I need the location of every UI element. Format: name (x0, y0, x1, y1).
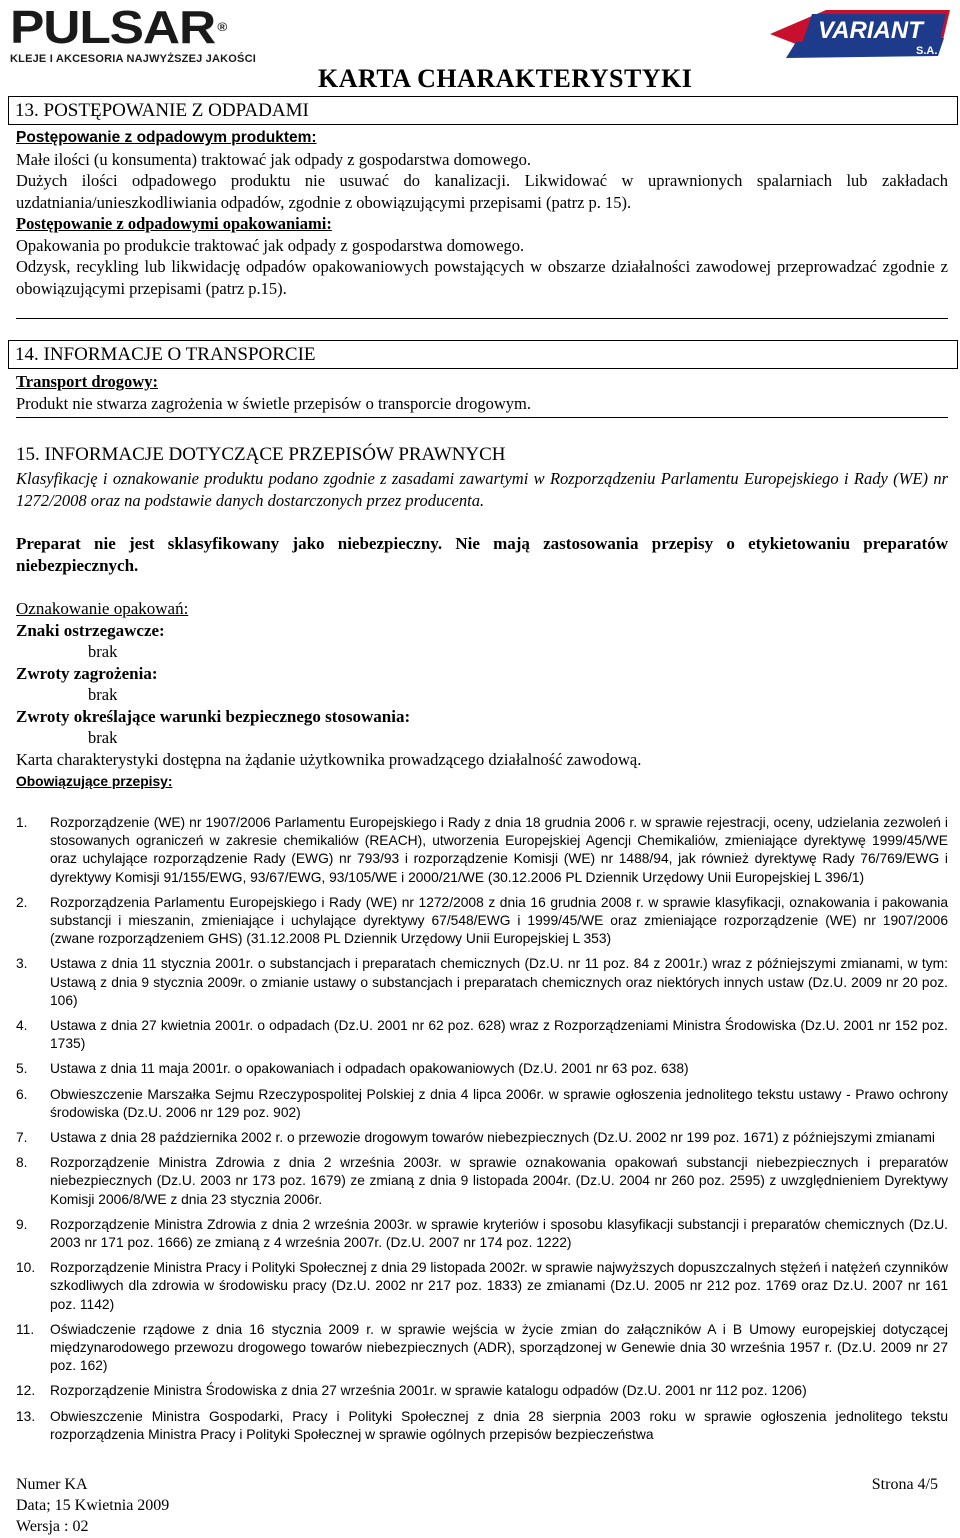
regulation-text: Rozporządzenia Parlamentu Europejskiego i Rady (WE) nr 1272/2008 z dnia 16 grudnia 2008 r. w sprawie klasyfikacji, oznakowania i pakowania substancji i mieszanin, zmieniające i uchylające dyrektywy 67/548/EWG i 1999/45/WE oraz zmieniające rozporządzenie (WE) nr 1907/2006 (zwane rozporządzeniem GHS) (31.12.2008 PL Dziennik Urzędowy Unii Europejskiej L 353) (50, 894, 948, 947)
regulation-number: 10. (16, 1260, 36, 1276)
waste-product-paragraph: Dużych ilości odpadowego produktu nie usuwać do kanalizacji. Likwidować w uprawnionych spalarniach lub zakładach uzdatniania/unieszkodliwiania odpadów, zgodnie z obowiązującymi przepisami (patrz p. 15). (16, 171, 948, 212)
regulations-list (16, 814, 948, 1451)
regulation-number: 1. (16, 815, 28, 830)
regulation-item (16, 1060, 948, 1078)
regulation-text: Obwieszczenie Marszałka Sejmu Rzeczypospolitej Polskiej z dnia 4 lipca 2006r. w sprawie ogłoszenia jednolitego tekstu ustawy - Prawo ochrony środowiska (Dz.U. 2006 nr 129 poz. 902) (50, 1086, 948, 1120)
regulation-item (16, 1259, 948, 1314)
regulation-text: Obwieszczenie Ministra Gospodarki, Pracy i Polityki Społecznej z dnia 28 sierpnia 2003 roku w sprawie ogłoszenia jednolitego tekstu rozporządzenia Ministra Pracy i Polityki Społecznej w sprawie ogólnych przepisów bezpieczeństwa (50, 1408, 948, 1442)
regulation-text: Rozporządzenie Ministra Pracy i Polityki Społecznej z dnia 29 listopada 2002r. w sprawie najwyższych dopuszczalnych stężeń i natężeń czynników szkodliwych dla zdrowia w środowisku pracy (Dz.U. 2002 nr 217 poz. 1833) ze zmianami (Dz.U. 2005 nr 212 poz. 1769 oraz Dz.U. 2007 nr 161 poz. 1142) (50, 1260, 949, 1312)
section-15-header: 15. INFORMACJE DOTYCZĄCE PRZEPISÓW PRAWNYCH (16, 444, 506, 465)
regulation-text: Ustawa z dnia 11 stycznia 2001r. o substancjach i preparatach chemicznych (Dz.U. nr 11 poz. 84 z 2001r.) wraz z późniejszymi zmianami, w tym: Ustawą z dnia 9 stycznia 2009r. o zmianie ustawy o substancjach i preparatach chemicznych oraz niektórych innych ustaw (Dz.U. 2009 nr 20 poz. 106) (50, 956, 948, 1008)
divider (16, 417, 948, 418)
footer-version: Wersja : 02 (16, 1518, 89, 1535)
variant-logo (766, 4, 954, 62)
regulations-label: Obowiązujące przepisy: (16, 774, 173, 789)
safety-phrases-value: brak (88, 728, 118, 747)
warning-signs-value: brak (88, 642, 118, 661)
document-title: KARTA CHARAKTERYSTYKI (318, 64, 693, 93)
hazard-phrases-label: Zwroty zagrożenia: (16, 663, 158, 683)
pulsar-logo (10, 1, 260, 66)
logo-tagline: KLEJE I AKCESORIA NAJWYŻSZEJ JAKOŚCI (10, 53, 256, 65)
regulation-item (16, 1382, 948, 1400)
variant-logo-icon (766, 4, 954, 62)
regulation-number: 2. (16, 894, 28, 910)
waste-product-label: Postępowanie z odpadowym produktem: (16, 129, 317, 146)
classification-note: Klasyfikację i oznakowanie produktu podano zgodnie z zasadami zawartymi w Rozporządzeniu Parlamentu Europejskiego i Rady (WE) nr 1272/2008 oraz na podstawie danych dostarczonych przez producenta. (16, 469, 948, 510)
regulation-item (16, 1408, 948, 1444)
regulation-number: 12. (16, 1383, 36, 1399)
regulation-text: Ustawa z dnia 28 października 2002 r. o przewozie drogowym towarów niebezpiecznych (Dz.U. 2002 nr 199 poz. 1671) z późniejszymi zmianami (50, 1130, 935, 1146)
waste-packaging-paragraph: Odzysk, recykling lub likwidację odpadów opakowaniowych powstających w obszarze działalności zawodowej przeprowadzać zgodnie z obowiązującymi przepisami (patrz p.15). (16, 257, 948, 298)
regulation-text: Rozporządzenie (WE) nr 1907/2006 Parlamentu Europejskiego i Rady z dnia 18 grudnia 2006 r. w sprawie rejestracji, oceny, udzielania zezwoleń i stosowanych ograniczeń w zakresie chemikaliów (REACH), utworzenia Europejskiej Agencji Chemikaliów, zmieniające dyrektywę 1999/45/WE oraz uchylające rozporządzenie Rady (EWG) nr 793/93 i rozporządzenie Komisji (WE) nr 1488/94, jak również dyrektywę Rady 76/769/EWG i dyrektywy Komisji 91/155/EWG, 93/67/EWG, 93/105/WE i 2000/21/WE (30.12.2006 PL Dziennik Urzędowy Unii Europejskiej L 396/1) (50, 815, 948, 885)
regulation-item (16, 1216, 948, 1252)
regulation-text: Ustawa z dnia 27 kwietnia 2001r. o odpadach (Dz.U. 2001 nr 62 poz. 628) wraz z Rozporządzeniami Ministra Środowiska (Dz.U. 2001 nr 152 poz. 1735) (50, 1018, 948, 1052)
regulation-text: Oświadczenie rządowe z dnia 16 stycznia 2009 r. w sprawie wejścia w życie zmian do załączników A i B Umowy europejskiej dotyczącej międzynarodowego przewozu drogowego towarów niebezpiecznych (ADR), sporządzonej w Genewie dnia 30 września 1957 r. (Dz.U. 2009 nr 27 poz. 162) (50, 1321, 948, 1374)
regulation-item (16, 814, 948, 887)
waste-product-line: Małe ilości (u konsumenta) traktować jak odpady z gospodarstwa domowego. (16, 149, 532, 169)
hazard-phrases-value: brak (88, 685, 118, 704)
section-15-body (16, 468, 948, 793)
regulation-item (16, 1017, 948, 1053)
regulation-number: 4. (16, 1018, 28, 1034)
variant-logo-suffix: S.A. (916, 45, 938, 57)
section-14-body (16, 371, 948, 414)
packaging-labelling-heading: Oznakowanie opakowań: (16, 599, 189, 618)
footer-date: Data; 15 Kwietnia 2009 (16, 1497, 170, 1514)
regulation-item (16, 1321, 948, 1376)
regulations-container (16, 814, 948, 1444)
regulation-number: 3. (16, 956, 28, 972)
regulation-text: Rozporządzenie Ministra Środowiska z dnia 27 września 2001r. w sprawie katalogu odpadów (Dz.U. 2001 nr 112 poz. 1206) (50, 1383, 807, 1399)
regulation-item (16, 1129, 948, 1147)
regulation-number: 11. (16, 1321, 35, 1337)
section-13-header: 13. POSTĘPOWANIE Z ODPADAMI (8, 96, 958, 125)
footer-page-number: Strona 4/5 (871, 1476, 938, 1493)
regulation-item (16, 955, 948, 1010)
logo-brand-text: PULSAR (10, 1, 216, 53)
regulation-text: Rozporządzenie Ministra Zdrowia z dnia 2 września 2003r. w sprawie oznakowania opakowań substancji niebezpiecznych i preparatów niebezpiecznych (Dz.U. 2003 nr 173 poz. 1679) ze zmianą z dnia 9 listopada 2004r. (Dz.U. 2004 nr 260 poz. 2595) z uwzględnieniem Dyrektywy Komisji 2006/8/WE z dnia 23 stycznia 2006r. (50, 1155, 948, 1207)
not-classified-statement: Preparat nie jest sklasyfikowany jako niebezpieczny. Nie mają zastosowania przepisy o etykietowaniu preparatów niebezpiecznych. (16, 534, 948, 575)
variant-logo-text: VARIANT (818, 17, 923, 44)
regulation-item (16, 894, 948, 949)
regulation-number: 8. (16, 1155, 28, 1171)
regulation-number: 6. (16, 1086, 28, 1102)
safety-phrases-label: Zwroty określające warunki bezpiecznego stosowania: (16, 706, 411, 726)
regulation-text: Rozporządzenie Ministra Zdrowia z dnia 2 września 2003r. w sprawie kryteriów i sposobu klasyfikacji substancji i preparatów chemicznych (Dz.U. 2003 nr 171 poz. 1666) ze zmianą z 4 września 2007r. (Dz.U. 2007 nr 174 poz. 1222) (50, 1216, 948, 1251)
footer-left (16, 1474, 169, 1537)
waste-packaging-label: Postępowanie z odpadowymi opakowaniami: (16, 214, 332, 233)
regulation-item (16, 1154, 948, 1209)
road-transport-line: Produkt nie stwarza zagrożenia w świetle przepisów o transporcie drogowym. (16, 393, 532, 413)
regulation-number: 9. (16, 1216, 28, 1232)
section-13-body (16, 127, 948, 299)
sds-availability-line: Karta charakterystyki dostępna na żądanie użytkownika prowadzącego działalność zawodową. (16, 749, 642, 769)
road-transport-label: Transport drogowy: (16, 372, 158, 391)
warning-signs-label: Znaki ostrzegawcze: (16, 620, 165, 640)
section-14-header: 14. INFORMACJE O TRANSPORCIE (8, 340, 958, 369)
regulation-number: 5. (16, 1061, 28, 1077)
regulation-item (16, 1086, 948, 1122)
footer-doc-number: Numer KA (16, 1476, 88, 1493)
regulation-text: Ustawa z dnia 11 maja 2001r. o opakowaniach i odpadach opakowaniowych (Dz.U. 2001 nr 63 poz. 638) (50, 1061, 689, 1077)
divider (16, 318, 948, 319)
waste-packaging-line: Opakowania po produkcie traktować jak odpady z gospodarstwa domowego. (16, 235, 525, 255)
regulation-number: 13. (16, 1408, 36, 1424)
regulation-number: 7. (16, 1130, 28, 1146)
registered-mark: ® (217, 20, 227, 34)
